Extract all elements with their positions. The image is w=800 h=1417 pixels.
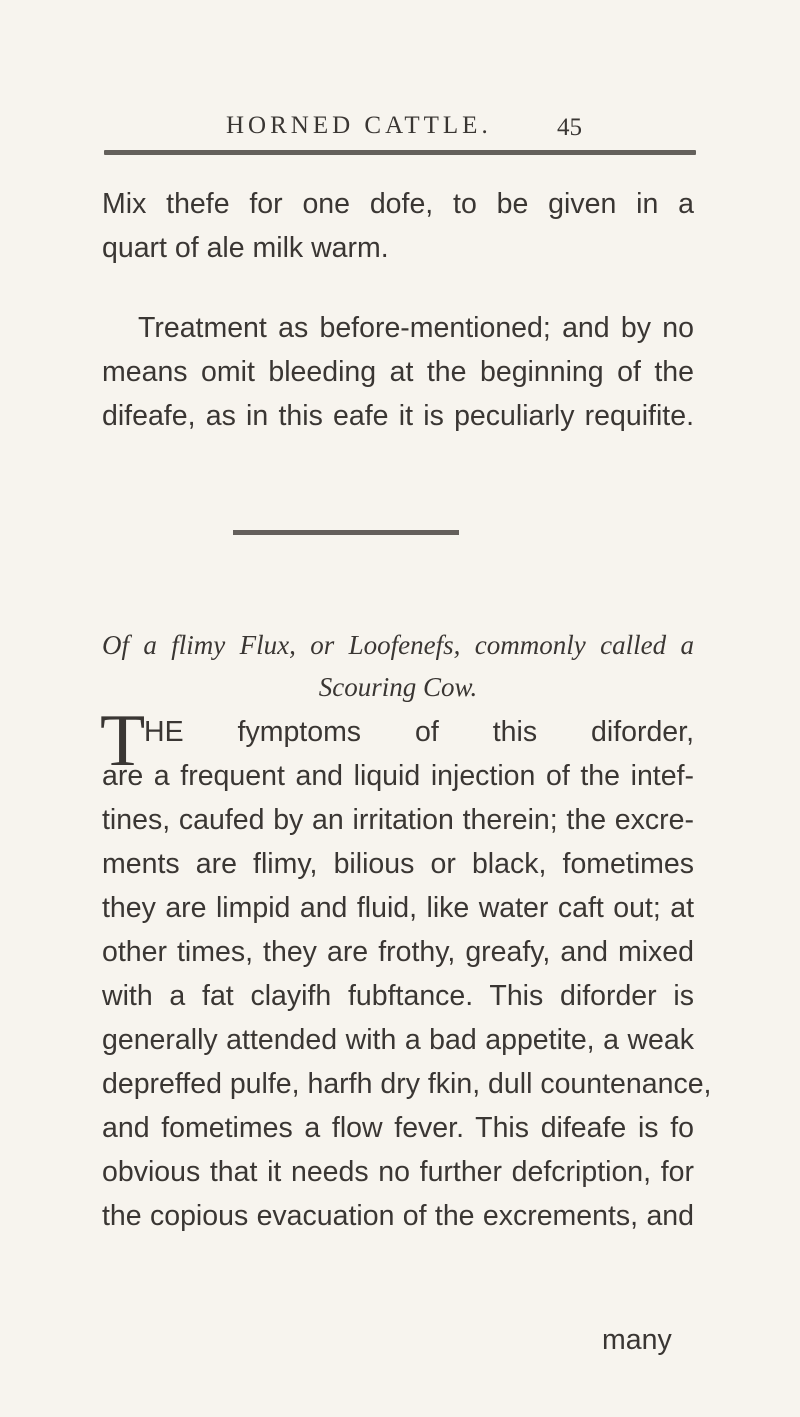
intro-paragraph (102, 182, 694, 270)
running-title: HORNED CATTLE. (226, 112, 492, 139)
body-line: they are limpid and fluid, like water caft out; at (102, 892, 694, 924)
body-line: obvious that it needs no further defcription, for (102, 1156, 694, 1188)
body-line: tines, caufed by an irritation therein; the excre- (102, 804, 694, 836)
treatment-line: Treatment as before-mentioned; and by no (138, 312, 694, 344)
heading-line: Of a flimy Flux, or Loofenefs, commonly called a (102, 630, 694, 660)
treatment-line: difeafe, as in this eafe it is peculiarly requifite. (102, 400, 694, 432)
body-line: generally attended with a bad appetite, a weak (102, 1024, 694, 1056)
body-line: and fometimes a flow fever. This difeafe is fo (102, 1112, 694, 1144)
body-line: with a fat clayifh fubftance. This diforder is (102, 980, 694, 1012)
intro-line: quart of ale milk warm. (102, 232, 389, 264)
drop-cap: T (100, 700, 146, 782)
intro-line: Mix thefe for one dofe, to be given in a (102, 188, 694, 220)
treatment-line: means omit bleeding at the beginning of the (102, 356, 694, 388)
body-line: depreffed pulfe, harfh dry fkin, dull countenance, (102, 1068, 712, 1100)
body-line: other times, they are frothy, greafy, and mixed (102, 936, 694, 968)
body-line: are a frequent and liquid injection of the intef- (102, 760, 694, 792)
treatment-paragraph (102, 306, 694, 438)
heading-line: Scouring Cow. (318, 672, 478, 702)
body-line: HE fymptoms of this diforder, (144, 716, 694, 748)
running-head (0, 112, 800, 152)
symptoms-paragraph (100, 700, 712, 1238)
body-line: ments are flimy, bilious or black, fometimes (102, 848, 694, 880)
catchword: many (602, 1324, 672, 1356)
header-rule (104, 150, 696, 155)
section-heading (102, 624, 694, 708)
body-line: the copious evacuation of the excrements, and (102, 1200, 694, 1232)
page-number: 45 (557, 114, 582, 141)
section-divider (233, 530, 459, 535)
